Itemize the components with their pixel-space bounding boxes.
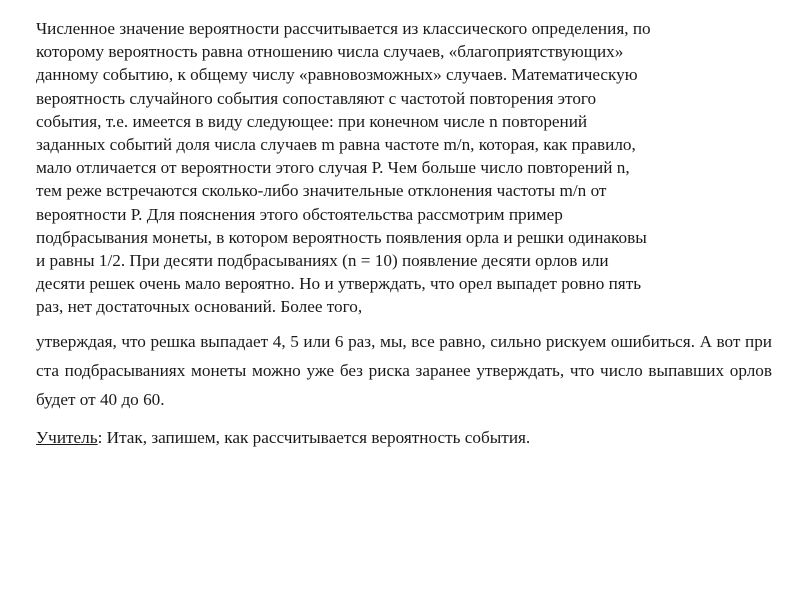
teacher-remark-text: : Итак, запишем, как рассчитывается вероятность события.: [97, 428, 531, 448]
text-line: вероятности Р. Для пояснения этого обстоятельства рассмотрим пример: [36, 204, 563, 224]
text-line: вероятность случайного события сопоставляют с частотой повторения этого: [36, 88, 597, 108]
text-line: десяти решек очень мало вероятно. Но и утверждать, что орел выпадет ровно пять: [36, 274, 642, 294]
paragraph-coin-example: утверждая, что решка выпадает 4, 5 или 6 раз, мы, все равно, сильно рискуем ошибиться. А вот при ста подбрасываниях монеты можно уже без риска заранее утверждать, что число выпавших орлов будет от 40 до 60.: [36, 332, 772, 410]
text-line: которому вероятность равна отношению числа случаев, «благоприятствующих»: [36, 42, 624, 62]
paragraph-probability-definition: [36, 17, 772, 318]
text-line: тем реже встречаются сколько-либо значительные отклонения частоты m/n от: [36, 181, 607, 201]
paragraph-teacher-remark: [36, 426, 772, 450]
speaker-label: Учитель: [36, 428, 98, 448]
text-line: заданных событий доля числа случаев m равна частоте m/n, которая, как правило,: [36, 134, 636, 154]
text-line: данному событию, к общему числу «равновозможных» случаев. Математическую: [36, 65, 638, 85]
text-line: подбрасывания монеты, в котором вероятность появления орла и решки одинаковы: [36, 227, 647, 247]
text-line: раз, нет достаточных оснований. Более того,: [36, 297, 363, 317]
text-line: события, т.е. имеется в виду следующее: при конечном числе n повторений: [36, 111, 588, 131]
text-line: мало отличается от вероятности этого случая Р. Чем больше число повторений n,: [36, 158, 630, 178]
text-line: Численное значение вероятности рассчитывается из классического определения, по: [36, 19, 651, 38]
document-page: [36, 17, 772, 450]
text-line: и равны 1/2. При десяти подбрасываниях (n = 10) появление десяти орлов или: [36, 250, 609, 270]
